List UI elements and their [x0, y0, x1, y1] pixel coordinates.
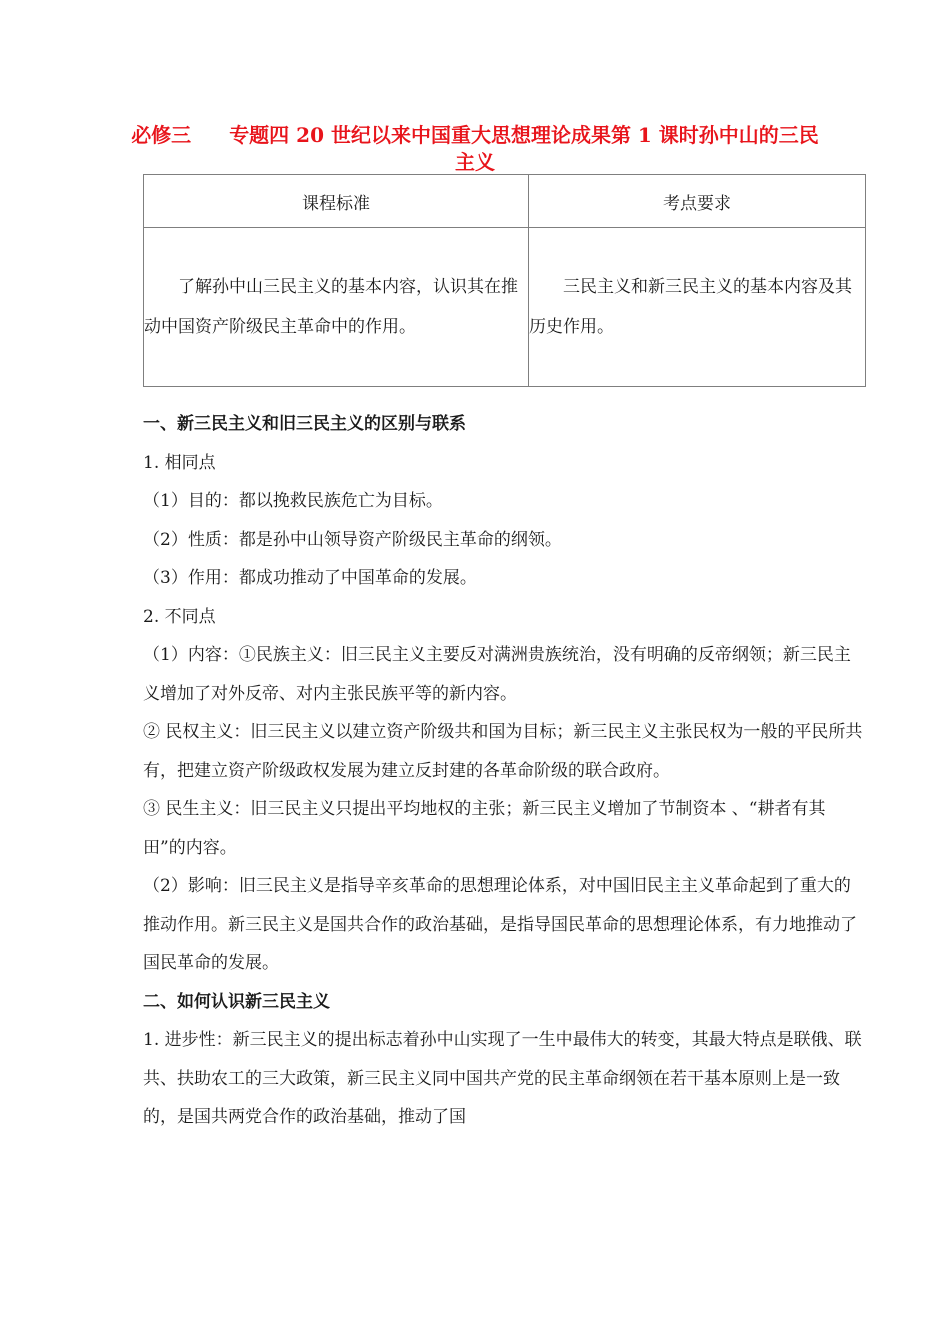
paragraph: ③ 民生主义：旧三民主义只提出平均地权的主张；新三民主义增加了节制资本 、“耕者有其田”的内容。 [143, 799, 826, 858]
table-header-standard: 课程标准 [144, 175, 529, 228]
table-header-row [144, 175, 866, 228]
document-title [130, 122, 820, 176]
paragraph: （1）目的：都以挽救民族危亡为目标。 [143, 491, 443, 511]
paragraph: 1. 相同点 [143, 452, 216, 473]
table-cell-requirement: 三民主义和新三民主义的基本内容及其历史作用。 [529, 228, 866, 387]
section-heading: 二、如何认识新三民主义 [143, 991, 330, 1012]
paragraph: （1）内容：①民族主义：旧三民主义主要反对满洲贵族统治，没有明确的反帝纲领；新三民主义增加了对外反帝、对内主张民族平等的新内容。 [143, 645, 851, 704]
table-header-requirement: 考点要求 [529, 175, 866, 228]
standards-table [143, 174, 866, 387]
paragraph: 1. 进步性：新三民主义的提出标志着孙中山实现了一生中最伟大的转变，其最大特点是联俄、联共、扶助农工的三大政策，新三民主义同中国共产党的民主革命纲领在若干基本原则上是一致的，是国共两党合作的政治基础，推动了国 [143, 1030, 862, 1127]
paragraph: （3）作用：都成功推动了中国革命的发展。 [143, 568, 477, 588]
table-row [144, 228, 866, 387]
paragraph: ② 民权主义：旧三民主义以建立资产阶级共和国为目标；新三民主义主张民权为一般的平民所共有，把建立资产阶级政权发展为建立反封建的各革命阶级的联合政府。 [143, 722, 863, 781]
section-heading: 一、新三民主义和旧三民主义的区别与联系 [143, 414, 466, 434]
title-course: 必修三 [131, 123, 192, 147]
paragraph: （2）性质：都是孙中山领导资产阶级民主革命的纲领。 [143, 529, 562, 550]
paragraph: （2）影响：旧三民主义是指导辛亥革命的思想理论体系，对中国旧民主主义革命起到了重大的推动作用。新三民主义是国共合作的政治基础，是指导国民革命的思想理论体系，有力地推动了国民革命的发展。 [143, 876, 857, 973]
paragraph: 2. 不同点 [143, 606, 216, 627]
document-body [143, 405, 865, 1137]
table-cell-standard: 了解孙中山三民主义的基本内容，认识其在推动中国资产阶级民主革命中的作用。 [144, 228, 529, 387]
title-topic: 专题四 20 世纪以来中国重大思想理论成果第 1 课时孙中山的三民主义 [229, 123, 819, 174]
